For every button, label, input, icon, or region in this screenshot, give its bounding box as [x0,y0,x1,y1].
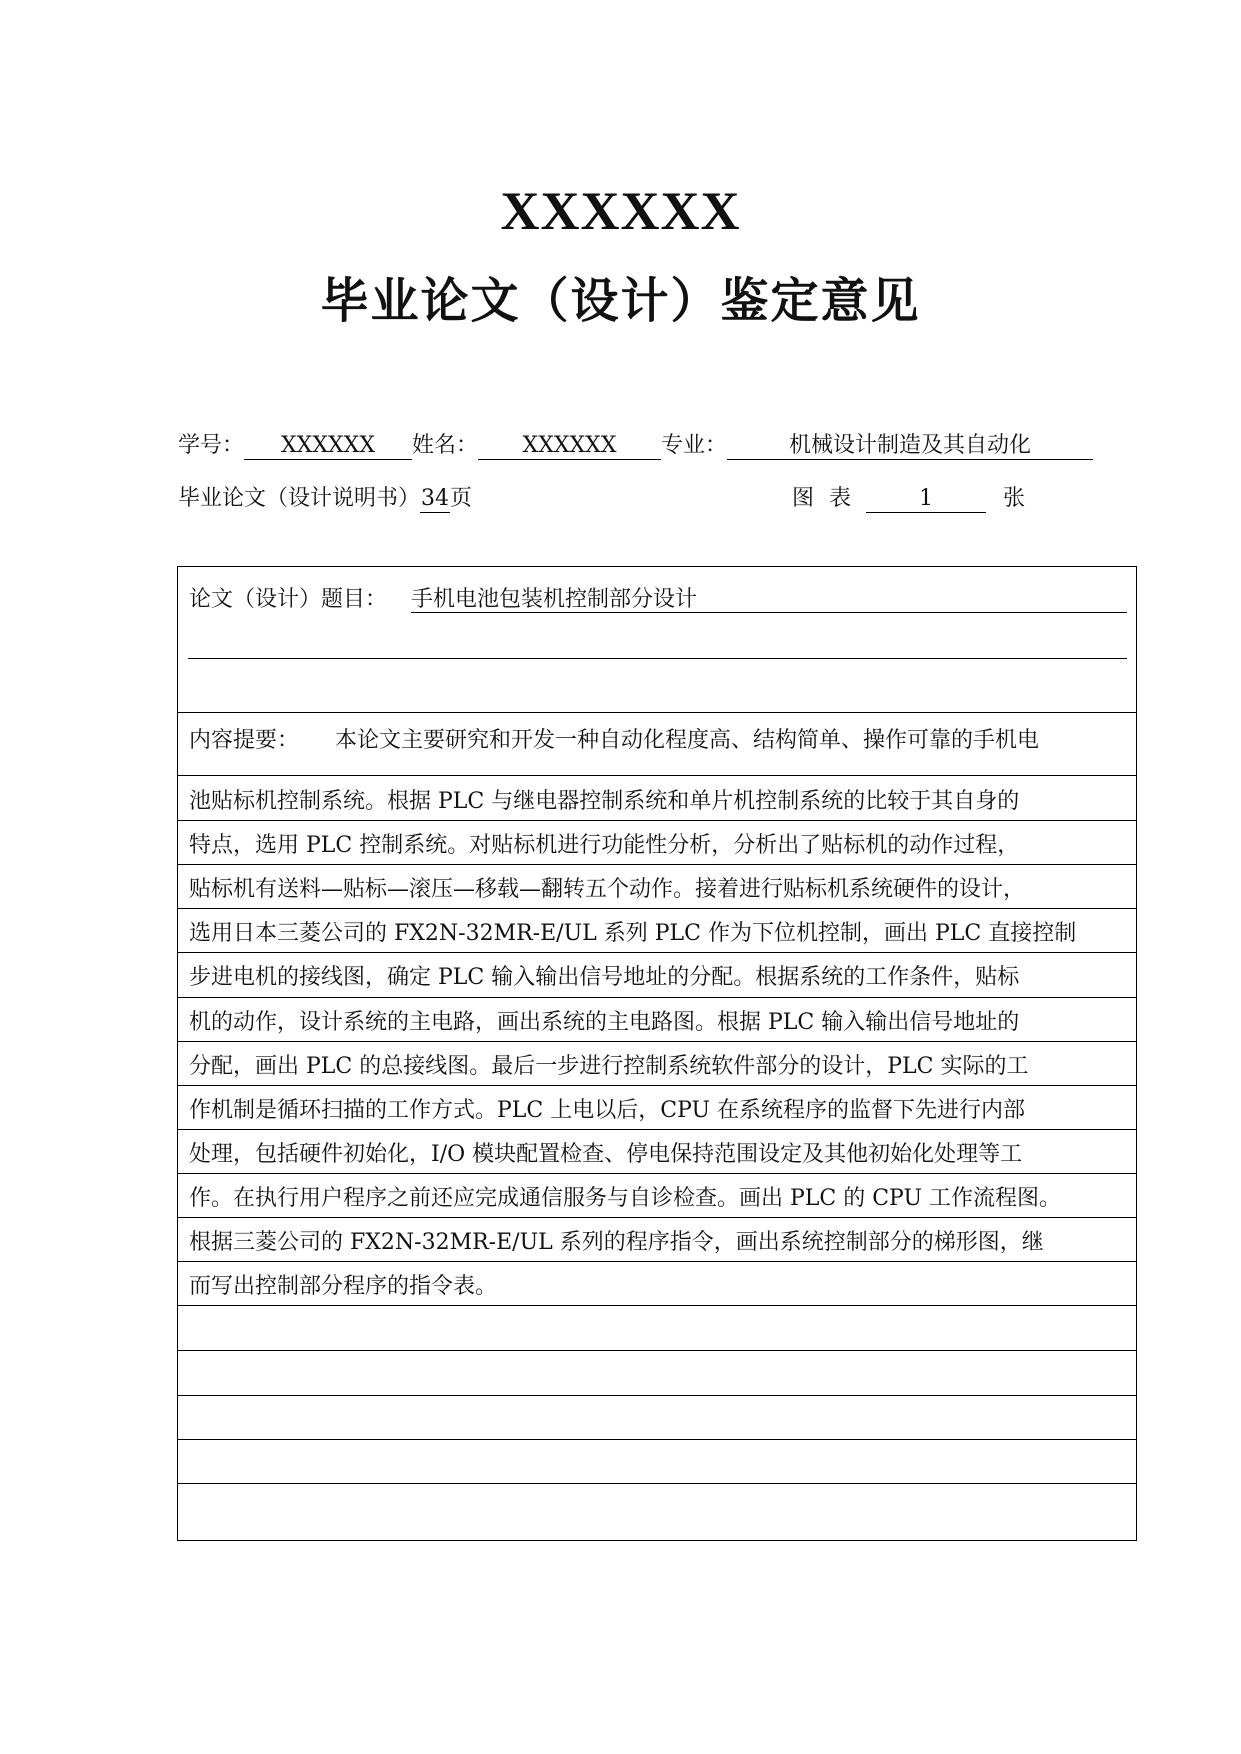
topic-underline-1 [411,612,1127,613]
pages-label: 毕业论文（设计说明书） [178,486,421,511]
student-id-value: XXXXXX [244,433,412,460]
row-divider [178,1129,1136,1130]
student-id-label: 学号： [178,433,245,458]
row-divider [178,952,1136,953]
topic-underline-2 [188,658,1127,659]
abstract-first-row [189,726,1039,756]
abstract-line-6: 步进电机的接线图，确定 PLC 输入输出信号地址的分配。根据系统的工作条件，贴标 [189,965,1020,990]
major-value: 机械设计制造及其自动化 [727,433,1093,460]
row-divider [178,1483,1136,1484]
abstract-line-13: 而写出控制部分程序的指令表。 [189,1274,498,1299]
row-divider [178,820,1136,821]
student-info-line [178,428,1093,460]
pages-info [178,481,472,513]
abstract-line-8: 分配，画出 PLC 的总接线图。最后一步进行控制系统软件部分的设计，PLC 实际的工 [189,1054,1029,1079]
row-divider [178,1173,1136,1174]
topic-label: 论文（设计）题目： [189,587,388,612]
row-divider [178,1041,1136,1042]
major-label: 专业： [661,433,728,458]
student-name-value: XXXXXX [478,433,661,460]
abstract-line-11: 作。在执行用户程序之前还应完成通信服务与自诊检查。画出 PLC 的 CPU 工作流程图。 [189,1186,1062,1211]
row-divider [178,1395,1136,1396]
abstract-label: 内容提要： [189,728,300,753]
figures-label: 图 表 [792,486,855,511]
row-divider [178,1085,1136,1086]
appraisal-table [177,566,1137,1541]
row-divider [178,712,1136,713]
abstract-line-9: 作机制是循环扫描的工作方式。PLC 上电以后，CPU 在系统程序的监督下先进行内部 [189,1098,1026,1123]
row-divider [178,1439,1136,1440]
abstract-line-4: 贴标机有送料—贴标—滚压—移载—翻转五个动作。接着进行贴标机系统硬件的设计， [189,877,1026,902]
document-title: 毕业论文（设计）鉴定意见 [320,273,921,329]
row-divider [178,997,1136,998]
row-divider [178,775,1136,776]
row-divider [178,864,1136,865]
row-divider [178,1217,1136,1218]
figures-unit: 张 [1003,486,1026,511]
row-divider [178,1350,1136,1351]
abstract-line-5: 选用日本三菱公司的 FX2N-32MR-E/UL 系列 PLC 作为下位机控制，画出 PLC 直接控制 [189,921,1077,946]
row-divider [178,1261,1136,1262]
figures-info [792,481,1025,513]
student-name-label: 姓名： [412,433,479,458]
abstract-line-7: 机的动作，设计系统的主电路，画出系统的主电路图。根据 PLC 输入输出信号地址的 [189,1010,1020,1035]
row-divider [178,908,1136,909]
figures-count: 1 [866,486,986,513]
abstract-line-12: 根据三菱公司的 FX2N-32MR-E/UL 系列的程序指令，画出系统控制部分的梯形图，继 [189,1230,1044,1255]
abstract-line-2: 池贴标机控制系统。根据 PLC 与继电器控制系统和单片机控制系统的比较于其自身的 [189,789,1020,814]
pages-count: 34 [421,486,450,511]
topic-value: 手机电池包装机控制部分设计 [411,587,698,612]
abstract-line-1: 本论文主要研究和开发一种自动化程度高、结构简单、操作可靠的手机电 [335,728,1040,753]
row-divider [178,1305,1136,1306]
abstract-line-3: 特点，选用 PLC 控制系统。对贴标机进行功能性分析，分析出了贴标机的动作过程， [189,833,1020,858]
abstract-line-10: 处理，包括硬件初始化，I/O 模块配置检查、停电保持范围设定及其他初始化处理等工 [189,1142,1023,1167]
pages-unit: 页 [450,486,473,511]
institution-title: XXXXXX [500,181,741,241]
